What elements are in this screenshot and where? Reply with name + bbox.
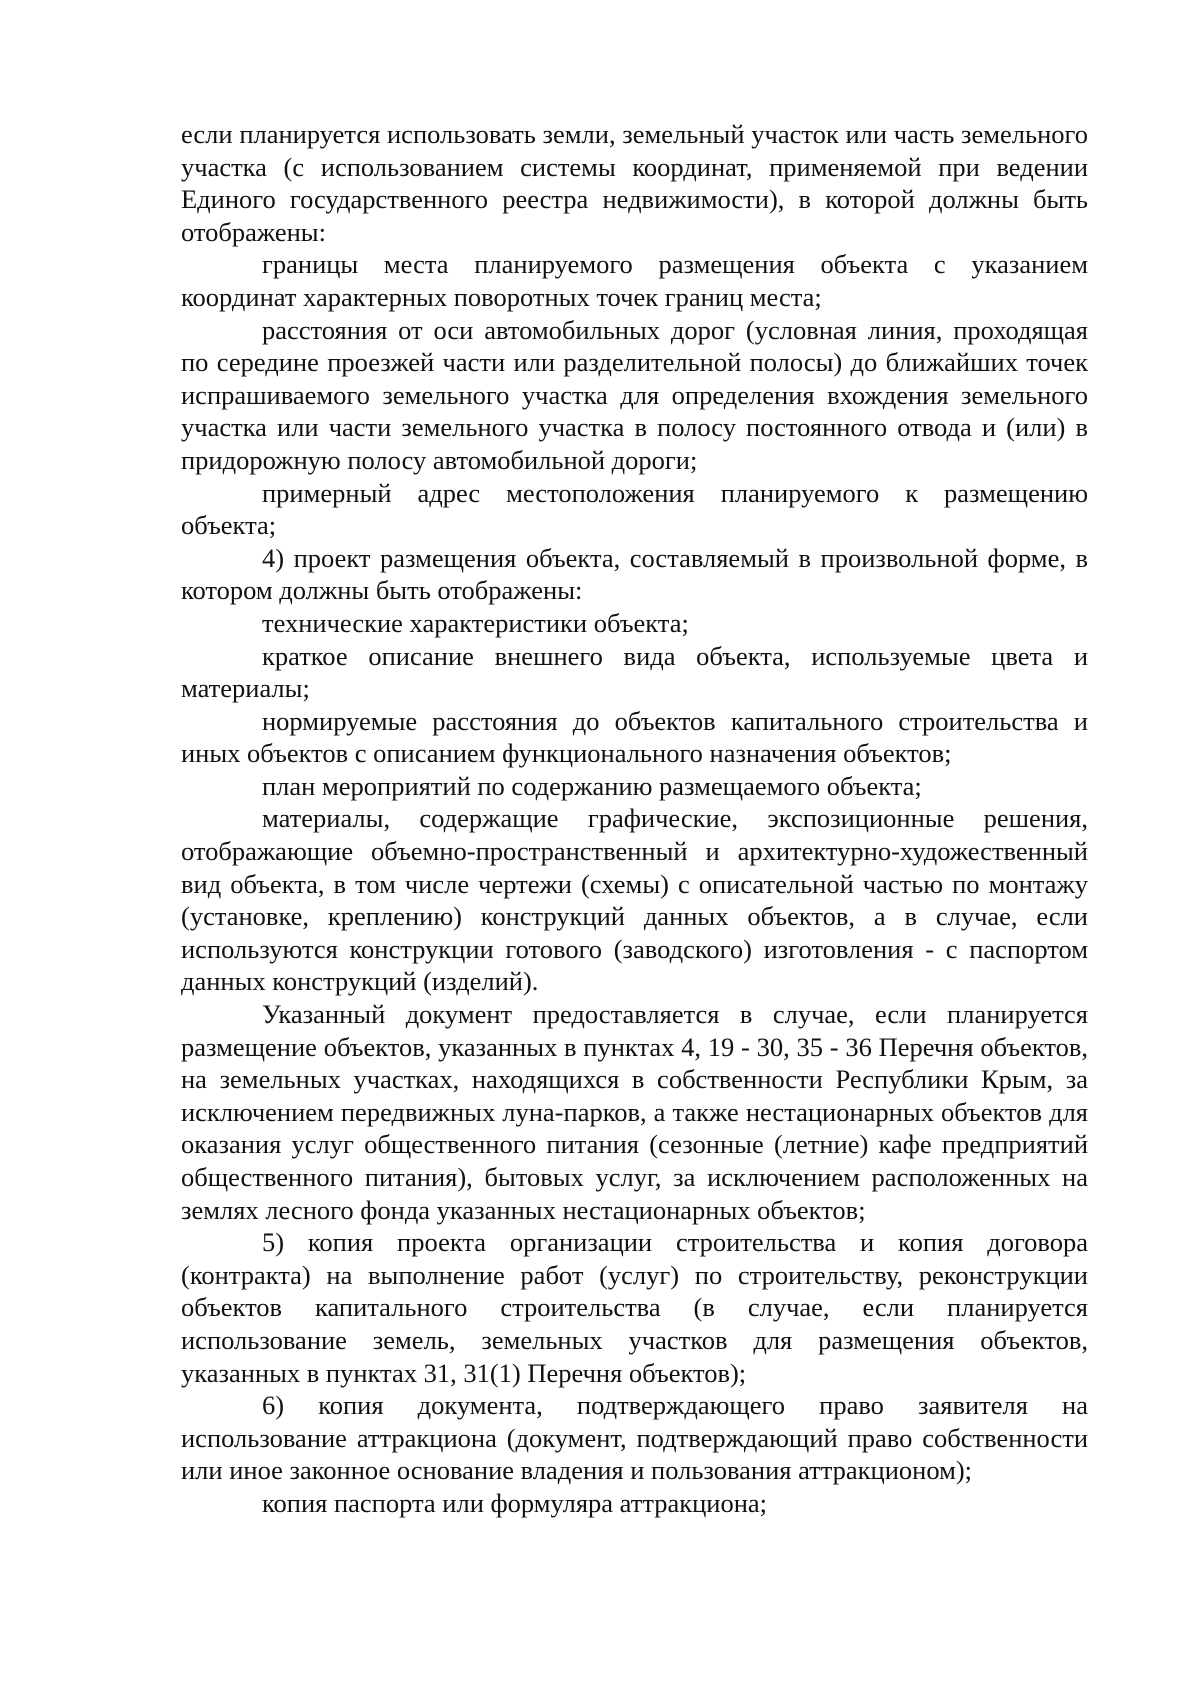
paragraph: расстояния от оси автомобильных дорог (условная линия, проходящая по середине проезжей части или разделительной полосы) до ближайших точек испрашиваемого земельного участка для определения вхождения земельного участка или части земельного участка в полосу постоянного отвода и (или) в придорожную полосу автомобильной дороги; bbox=[181, 314, 1088, 475]
paragraph: Указанный документ предоставляется в случае, если планируется размещение объектов, указанных в пунктах 4, 19 - 30, 35 - 36 Перечня объектов, на земельных участках, находящихся в собственности Республики Крым, за исключением передвижных луна-парков, а также нестационарных объектов для оказания услуг общественного питания (сезонные (летние) кафе предприятий общественного питания), бытовых услуг, за исключением расположенных на землях лесного фонда указанных нестационарных объектов; bbox=[181, 999, 1088, 1225]
paragraph: нормируемые расстояния до объектов капитального строительства и иных объектов с описанием функционального назначения объектов; bbox=[181, 705, 1088, 769]
paragraph: границы места планируемого размещения объекта с указанием координат характерных поворотных точек границ места; bbox=[181, 249, 1088, 312]
document-body bbox=[181, 118, 1088, 1520]
paragraph: если планируется использовать земли, земельный участок или часть земельного участка (с использованием системы координат, применяемой при ведении Единого государственного реестра недвижимости), в которой должны быть отображены: bbox=[181, 119, 1088, 247]
paragraph: краткое описание внешнего вида объекта, используемые цвета и материалы; bbox=[181, 640, 1088, 704]
paragraph: примерный адрес местоположения планируемого к размещению объекта; bbox=[181, 477, 1088, 541]
paragraph: технические характеристики объекта; bbox=[262, 607, 689, 638]
paragraph: 5) копия проекта организации строительства и копия договора (контракта) на выполнение работ (услуг) по строительству, реконструкции объектов капитального строительства (в случае, если планируется использование земель, земельных участков для размещения объектов, указанных в пунктах 31, 31(1) Перечня объектов); bbox=[181, 1227, 1088, 1388]
paragraph: 6) копия документа, подтверждающего право заявителя на использование аттракциона (документ, подтверждающий право собственности или иное законное основание владения и пользования аттракционом); bbox=[181, 1390, 1088, 1486]
paragraph: 4) проект размещения объекта, составляемый в произвольной форме, в котором должны быть отображены: bbox=[181, 542, 1088, 606]
paragraph: план мероприятий по содержанию размещаемого объекта; bbox=[262, 770, 922, 801]
paragraph: материалы, содержащие графические, экспозиционные решения, отображающие объемно-пространственный и архитектурно-художественный вид объекта, в том числе чертежи (схемы) с описательной частью по монтажу (установке, креплению) конструкций данных объектов, а в случае, если используются конструкции готового (заводского) изготовления - с паспортом данных конструкций (изделий). bbox=[181, 803, 1088, 997]
paragraph: копия паспорта или формуляра аттракциона; bbox=[262, 1487, 768, 1518]
